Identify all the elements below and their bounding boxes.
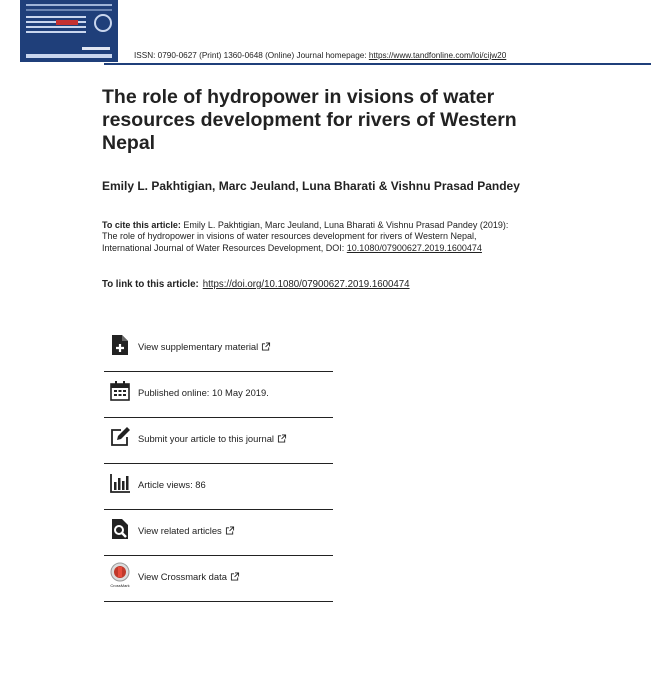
- article-views-label: Article views: 86: [138, 479, 206, 490]
- journal-cover-thumbnail[interactable]: [20, 0, 118, 62]
- published-online-label: Published online: 10 May 2019.: [138, 387, 269, 398]
- citation-doi-link[interactable]: 10.1080/07900627.2019.1600474: [346, 242, 482, 253]
- published-online-item: [104, 372, 333, 418]
- add-document-icon: [109, 334, 131, 356]
- edit-icon: [109, 426, 131, 448]
- crossmark-icon: [109, 562, 131, 588]
- bar-chart-icon: [109, 472, 131, 494]
- submit-article-label: Submit your article to this journal: [138, 433, 274, 444]
- view-crossmark-item[interactable]: [104, 556, 333, 602]
- article-actions-menu: [104, 326, 333, 602]
- view-related-label: View related articles: [138, 525, 222, 536]
- citation-text: Emily L. Pakhtigian, Marc Jeuland, Luna Bharati & Vishnu Prasad Pandey (2019): The role of hydropower in visions of water resources development for rivers of Western Nepal, International Journal of Water Resources Development, DOI:: [102, 220, 509, 253]
- document-search-icon: [109, 518, 131, 540]
- issn-line: [134, 51, 506, 60]
- journal-homepage-link[interactable]: https://www.tandfonline.com/loi/cijw20: [368, 51, 507, 60]
- view-crossmark-label: View Crossmark data: [138, 571, 227, 582]
- article-authors: Emily L. Pakhtigian, Marc Jeuland, Luna Bharati & Vishnu Prasad Pandey: [102, 179, 520, 193]
- article-views-item: [104, 464, 333, 510]
- external-link-icon: [225, 526, 235, 535]
- calendar-icon: [109, 380, 131, 402]
- external-link-icon: [277, 434, 287, 443]
- article-doi-link[interactable]: https://doi.org/10.1080/07900627.2019.1600474: [202, 279, 410, 290]
- crossmark-caption: CrossMark: [110, 583, 130, 588]
- article-title: The role of hydropower in visions of water resources development for rivers of Western Nepal: [102, 86, 517, 154]
- citation-label: To cite this article:: [102, 220, 181, 230]
- issn-text: ISSN: 0790-0627 (Print) 1360-0648 (Online) Journal homepage:: [134, 51, 369, 60]
- submit-article-item[interactable]: [104, 418, 333, 464]
- view-supplementary-item[interactable]: [104, 326, 333, 372]
- view-supplementary-label: View supplementary material: [138, 341, 259, 352]
- external-link-icon: [261, 342, 271, 351]
- link-label: To link to this article:: [102, 279, 199, 290]
- external-link-icon: [230, 572, 240, 581]
- link-line: [102, 279, 410, 290]
- header-divider: [104, 63, 651, 65]
- citation-block: [102, 220, 522, 254]
- view-related-item[interactable]: [104, 510, 333, 556]
